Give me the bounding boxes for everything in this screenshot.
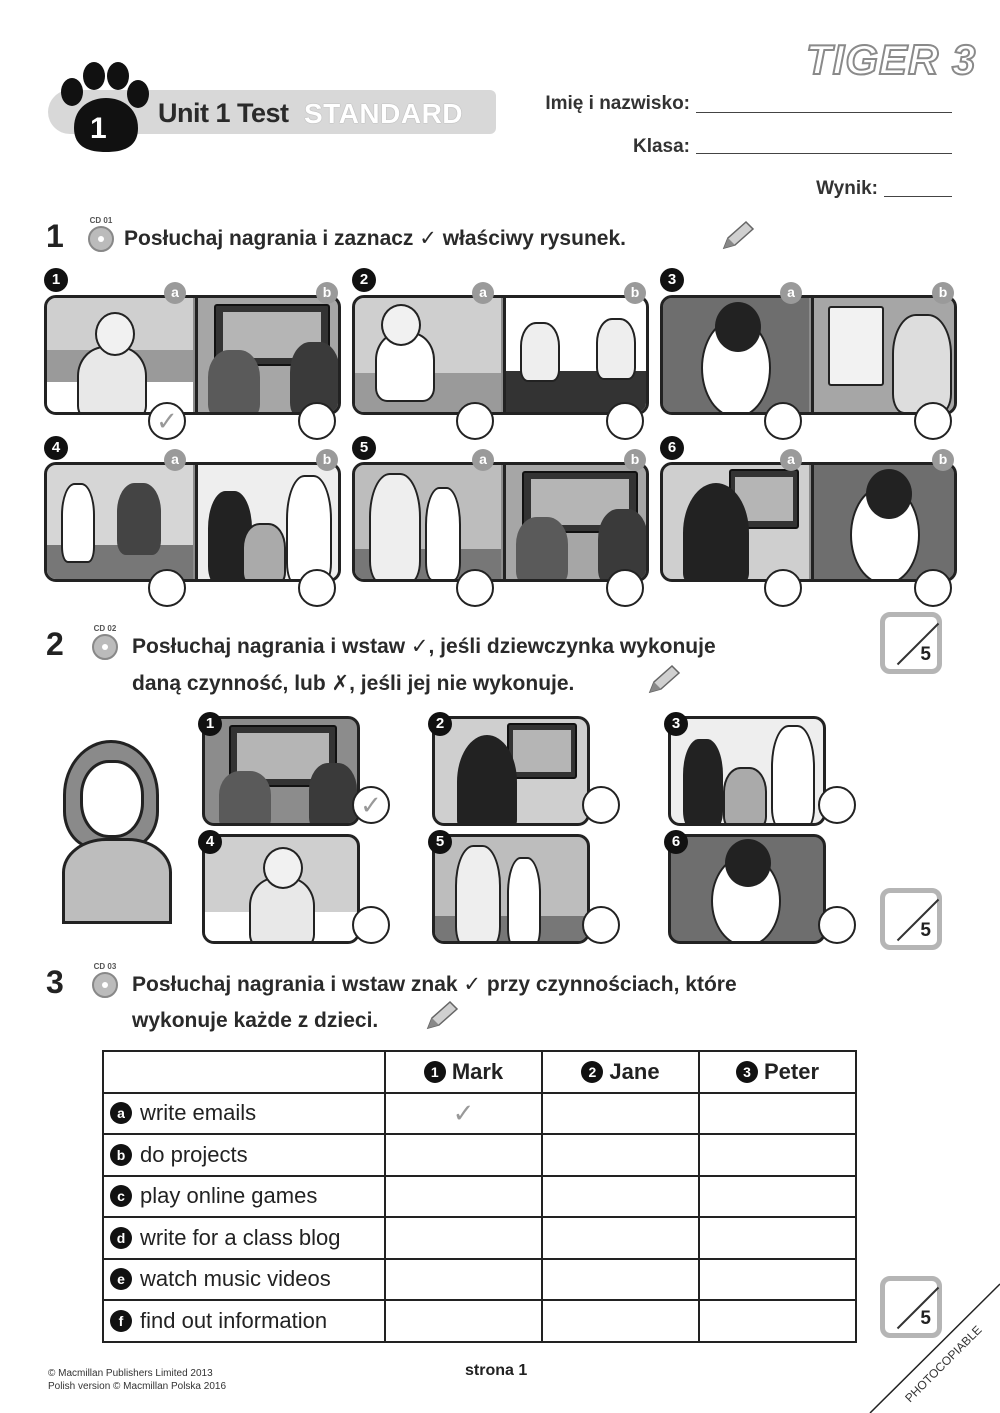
item-number: 5 (428, 830, 452, 854)
answer-cell[interactable] (699, 1176, 856, 1218)
activity-panel-5 (432, 834, 590, 944)
answer-circle-s2-2[interactable] (582, 786, 620, 824)
table-row (103, 1134, 856, 1176)
unit-title: Unit 1 Test (158, 98, 289, 128)
activity-label: watch music videos (140, 1266, 331, 1292)
activity-cell (103, 1134, 385, 1176)
score-box-section1 (880, 612, 942, 674)
cd-icon (88, 226, 114, 252)
answer-cell[interactable] (542, 1217, 699, 1259)
name-label: Imię i nazwisko: (545, 93, 690, 114)
column-header-mark (385, 1051, 542, 1093)
copyright (48, 1367, 226, 1393)
item-number: 2 (428, 712, 452, 736)
activity-cell (103, 1259, 385, 1301)
table-row (103, 1217, 856, 1259)
pencil-icon (720, 220, 756, 252)
cd-icon (92, 972, 118, 998)
name-field[interactable] (696, 112, 952, 113)
answer-cell[interactable] (542, 1093, 699, 1135)
score-max: 5 (920, 644, 931, 665)
row-letter: b (110, 1144, 132, 1166)
picture-panel-2 (352, 295, 649, 415)
activity-label: write for a class blog (140, 1224, 341, 1250)
score-label: Wynik: (816, 178, 878, 199)
section2-instruction-line2: daną czynność, lub ✗, jeśli jej nie wykonuje. (132, 672, 575, 695)
table-row (103, 1300, 856, 1342)
item-number: 3 (660, 268, 684, 292)
table-corner-cell (103, 1051, 385, 1093)
activity-label: play online games (140, 1183, 318, 1209)
column-name: Mark (451, 1058, 504, 1084)
tiger-logo: TIGER 3 (806, 36, 977, 83)
column-header-jane (542, 1051, 699, 1093)
row-letter: a (110, 1102, 132, 1124)
section3-number: 3 (46, 964, 64, 1000)
activity-cell (103, 1176, 385, 1218)
copyright-line: © Macmillan Publishers Limited 2013 (48, 1368, 213, 1379)
row-letter: e (110, 1268, 132, 1290)
answer-cell[interactable] (699, 1093, 856, 1135)
answer-cell[interactable] (542, 1300, 699, 1342)
photocopiable-corner (868, 1282, 1000, 1413)
score-max: 5 (920, 920, 931, 941)
pencil-icon (424, 1000, 460, 1032)
item-number: 5 (352, 436, 376, 460)
table-row (103, 1176, 856, 1218)
answer-circle-1a[interactable]: ✓ (148, 402, 186, 440)
answer-cell[interactable] (699, 1217, 856, 1259)
column-name: Jane (609, 1058, 660, 1084)
option-b-tag: b (624, 449, 646, 471)
row-letter: d (110, 1227, 132, 1249)
option-a-tag: a (472, 282, 494, 304)
section3-instruction-line1: Posłuchaj nagrania i wstaw znak ✓ przy czynnościach, które (132, 973, 737, 996)
answer-cell[interactable] (542, 1259, 699, 1301)
activities-table (102, 1050, 857, 1343)
activity-panel-6 (668, 834, 826, 944)
section2-number: 2 (46, 626, 64, 662)
activity-panel-2 (432, 716, 590, 826)
answer-circle-3a[interactable] (764, 402, 802, 440)
option-b-tag: b (316, 282, 338, 304)
class-field[interactable] (696, 153, 952, 154)
answer-cell[interactable] (699, 1259, 856, 1301)
answer-circle-5a[interactable] (456, 569, 494, 607)
answer-circle-s2-6[interactable] (818, 906, 856, 944)
answer-circle-1b[interactable] (298, 402, 336, 440)
option-a-tag: a (780, 282, 802, 304)
option-a-tag: a (164, 282, 186, 304)
row-letter: f (110, 1310, 132, 1332)
item-number: 4 (44, 436, 68, 460)
section1-instruction: Posłuchaj nagrania i zaznacz ✓ właściwy rysunek. (124, 227, 626, 250)
activity-panel-4 (202, 834, 360, 944)
item-number: 6 (660, 436, 684, 460)
option-a-tag: a (472, 449, 494, 471)
picture-panel-3 (660, 295, 957, 415)
activity-label: write emails (140, 1100, 257, 1126)
answer-circle-6b[interactable] (914, 569, 952, 607)
answer-cell[interactable] (542, 1134, 699, 1176)
item-number: 4 (198, 830, 222, 854)
section2-instruction-line1: Posłuchaj nagrania i wstaw ✓, jeśli dziewczynka wykonuje (132, 635, 716, 658)
picture-panel-1 (44, 295, 341, 415)
column-number: 2 (581, 1061, 603, 1083)
option-b-tag: b (932, 282, 954, 304)
table-row (103, 1259, 856, 1301)
answer-cell[interactable] (385, 1259, 542, 1301)
item-number: 3 (664, 712, 688, 736)
answer-cell[interactable] (699, 1134, 856, 1176)
table-header-row (103, 1051, 856, 1093)
table-row (103, 1093, 856, 1135)
pencil-icon (646, 664, 682, 696)
girl-body (62, 838, 172, 924)
answer-cell[interactable] (542, 1176, 699, 1218)
answer-circle-2a[interactable] (456, 402, 494, 440)
answer-circle-3b[interactable] (914, 402, 952, 440)
score-max: 5 (920, 1308, 931, 1329)
answer-circle-s2-3[interactable] (818, 786, 856, 824)
picture-panel-5 (352, 462, 649, 582)
cd-label: CD 03 (93, 962, 117, 971)
cd-icon (92, 634, 118, 660)
answer-cell[interactable] (385, 1176, 542, 1218)
answer-circle-5b[interactable] (606, 569, 644, 607)
row-letter: c (110, 1185, 132, 1207)
item-number: 6 (664, 830, 688, 854)
activity-panel-1 (202, 716, 360, 826)
section1-number: 1 (46, 218, 64, 254)
unit-level: STANDARD (304, 98, 464, 129)
picture-panel-6 (660, 462, 957, 582)
answer-cell[interactable] (699, 1300, 856, 1342)
option-b-tag: b (316, 449, 338, 471)
column-header-peter (699, 1051, 856, 1093)
score-box-section2 (880, 888, 942, 950)
section3-instruction-line2: wykonuje każde z dzieci. (132, 1009, 379, 1032)
column-name: Peter (763, 1058, 820, 1084)
answer-circle-4b[interactable] (298, 569, 336, 607)
class-label: Klasa: (632, 136, 690, 157)
page-number: strona 1 (465, 1362, 528, 1379)
answer-circle-4a[interactable] (148, 569, 186, 607)
column-number: 3 (736, 1061, 758, 1083)
unit-number: 1 (90, 112, 107, 145)
activity-cell (103, 1093, 385, 1135)
answer-circle-6a[interactable] (764, 569, 802, 607)
item-number: 1 (44, 268, 68, 292)
item-number: 1 (198, 712, 222, 736)
activity-label: do projects (140, 1141, 248, 1167)
cd-label: CD 01 (89, 216, 113, 225)
answer-cell[interactable]: ✓ (385, 1093, 542, 1135)
photocopiable-label: PHOTOCOPIABLE (902, 1322, 985, 1406)
answer-cell[interactable] (385, 1300, 542, 1342)
answer-cell[interactable] (385, 1134, 542, 1176)
activity-cell (103, 1300, 385, 1342)
girl-face (80, 760, 144, 838)
answer-circle-s2-4[interactable] (352, 906, 390, 944)
answer-circle-s2-5[interactable] (582, 906, 620, 944)
column-number: 1 (424, 1061, 446, 1083)
answer-cell[interactable] (385, 1217, 542, 1259)
score-field[interactable] (884, 196, 952, 197)
answer-circle-s2-1[interactable]: ✓ (352, 786, 390, 824)
option-a-tag: a (164, 449, 186, 471)
cd-label: CD 02 (93, 624, 117, 633)
copyright-line: Polish version © Macmillan Polska 2016 (48, 1381, 227, 1392)
activity-label: find out information (140, 1307, 328, 1333)
activity-panel-3 (668, 716, 826, 826)
item-number: 2 (352, 268, 376, 292)
activity-cell (103, 1217, 385, 1259)
option-b-tag: b (624, 282, 646, 304)
option-a-tag: a (780, 449, 802, 471)
answer-circle-2b[interactable] (606, 402, 644, 440)
option-b-tag: b (932, 449, 954, 471)
picture-panel-4 (44, 462, 341, 582)
